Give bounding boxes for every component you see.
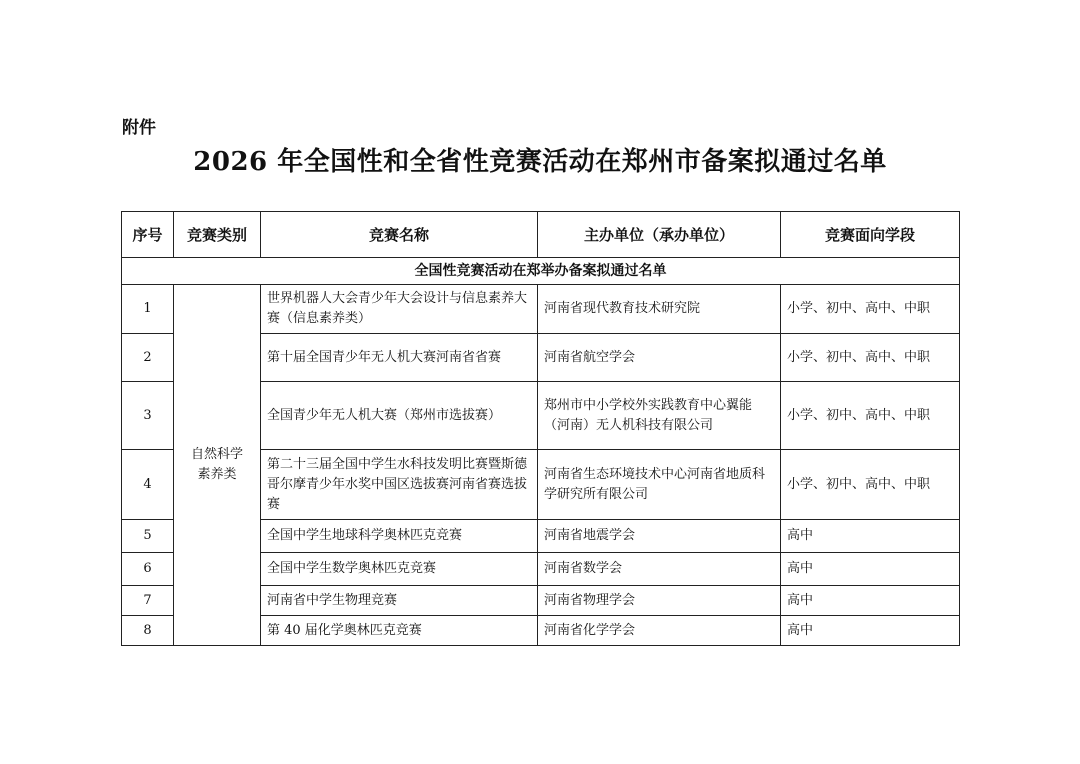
header-category: 竞赛类别 bbox=[174, 212, 261, 258]
row-level: 小学、初中、高中、中职 bbox=[781, 382, 960, 450]
row-name: 第十届全国青少年无人机大赛河南省省赛 bbox=[261, 334, 538, 382]
row-no: 7 bbox=[122, 586, 174, 616]
row-organizer: 河南省物理学会 bbox=[538, 586, 781, 616]
row-no: 5 bbox=[122, 520, 174, 553]
page-title: 2026 年全国性和全省性竞赛活动在郑州市备案拟通过名单 bbox=[193, 147, 887, 177]
row-no: 4 bbox=[122, 450, 174, 520]
row-level: 小学、初中、高中、中职 bbox=[781, 334, 960, 382]
section-row bbox=[122, 258, 960, 285]
header-no: 序号 bbox=[122, 212, 174, 258]
section-title: 全国性竞赛活动在郑举办备案拟通过名单 bbox=[122, 258, 960, 285]
row-level: 小学、初中、高中、中职 bbox=[781, 285, 960, 334]
row-level: 高中 bbox=[781, 616, 960, 646]
row-no: 8 bbox=[122, 616, 174, 646]
category-cell bbox=[174, 285, 261, 646]
competition-table bbox=[121, 211, 960, 646]
row-no: 1 bbox=[122, 285, 174, 334]
header-level: 竞赛面向学段 bbox=[781, 212, 960, 258]
row-organizer: 河南省现代教育技术研究院 bbox=[538, 285, 781, 334]
row-name: 世界机器人大会青少年大会设计与信息素养大赛（信息素养类） bbox=[261, 285, 538, 334]
header-organizer: 主办单位（承办单位） bbox=[538, 212, 781, 258]
row-level: 小学、初中、高中、中职 bbox=[781, 450, 960, 520]
row-no: 6 bbox=[122, 553, 174, 586]
header-name: 竞赛名称 bbox=[261, 212, 538, 258]
table-row bbox=[122, 285, 960, 334]
row-organizer: 河南省生态环境技术中心河南省地质科学研究所有限公司 bbox=[538, 450, 781, 520]
row-name: 第二十三届全国中学生水科技发明比赛暨斯德哥尔摩青少年水奖中国区选拔赛河南省赛选拔赛 bbox=[261, 450, 538, 520]
row-level: 高中 bbox=[781, 553, 960, 586]
row-organizer: 河南省数学会 bbox=[538, 553, 781, 586]
row-name: 全国中学生数学奥林匹克竞赛 bbox=[261, 553, 538, 586]
table-header-row bbox=[122, 212, 960, 258]
row-level: 高中 bbox=[781, 520, 960, 553]
row-name: 河南省中学生物理竞赛 bbox=[261, 586, 538, 616]
category-label: 自然科学素养类 bbox=[190, 447, 243, 482]
row-organizer: 河南省化学学会 bbox=[538, 616, 781, 646]
row-no: 2 bbox=[122, 334, 174, 382]
row-organizer: 河南省航空学会 bbox=[538, 334, 781, 382]
row-organizer: 河南省地震学会 bbox=[538, 520, 781, 553]
row-level: 高中 bbox=[781, 586, 960, 616]
row-organizer: 郑州市中小学校外实践教育中心翼能（河南）无人机科技有限公司 bbox=[538, 382, 781, 450]
row-name: 第 40 届化学奥林匹克竞赛 bbox=[261, 616, 538, 646]
attachment-label: 附件 bbox=[122, 118, 156, 138]
row-name: 全国青少年无人机大赛（郑州市选拔赛） bbox=[261, 382, 538, 450]
row-name: 全国中学生地球科学奥林匹克竞赛 bbox=[261, 520, 538, 553]
row-no: 3 bbox=[122, 382, 174, 450]
